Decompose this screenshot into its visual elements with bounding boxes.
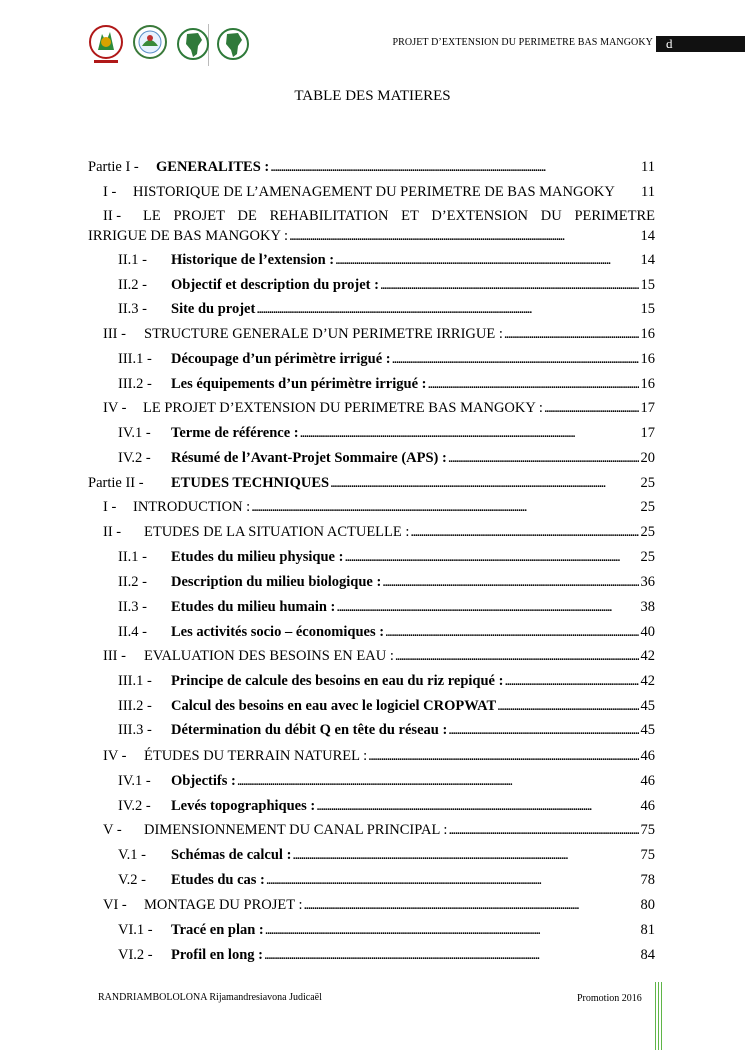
toc-page-number: 40 [640,624,655,640]
toc-entry-line [118,374,655,394]
footer-green-rule [661,982,662,1050]
toc-entry-line [103,820,655,840]
toc-entry-line [118,671,655,691]
footer-green-rule [658,982,659,1050]
toc-entry-line [118,299,655,319]
toc-entry[interactable] [118,299,655,319]
toc-entry-line [118,771,655,791]
toc-page-number: 46 [640,773,655,789]
toc-page-number: 42 [640,673,655,689]
toc-entry-title: Etudes du cas : [171,872,265,888]
toc-entry-title: HISTORIQUE DE L’AMENAGEMENT DU PERIMETRE DE BAS MANGOKY [133,184,615,200]
toc-page-number: 42 [640,648,655,664]
toc-entry-number: II - [103,524,122,540]
toc-entry-number: IV.1 - [118,425,151,441]
toc-entry[interactable] [118,572,655,592]
toc-page-number: 17 [640,400,655,416]
toc-entry-line [118,572,655,592]
toc-page-number: 16 [640,326,655,342]
toc-dot-leader [448,820,638,840]
toc-entry-line [118,547,655,567]
toc-dot-leader [448,448,639,468]
toc-page-number: 15 [640,277,655,293]
toc-entry-line [118,250,655,270]
toc-entry-line [118,349,655,369]
toc-entry-number: III.3 - [118,722,152,738]
toc-page-number: 84 [640,947,655,963]
toc-entry-title: EVALUATION DES BESOINS EN EAU : [144,648,394,664]
toc-entry-title: Objectif et description du projet : [171,277,379,293]
toc-entry-number: V.2 - [118,872,146,888]
toc-entry[interactable] [118,374,655,394]
toc-entry[interactable] [118,870,655,890]
toc-entry[interactable] [118,945,655,965]
footer-author: RANDRIAMBOLOLONA Rijamandresiavona Judicaël [98,992,322,1003]
toc-dot-leader [292,845,638,865]
toc-entry-line [103,324,655,344]
toc-entry[interactable] [118,622,655,642]
toc-dot-leader [256,299,638,319]
toc-entry[interactable] [88,206,655,246]
toc-dot-leader [330,473,638,493]
toc-dot-leader [265,920,639,940]
toc-page-number: 15 [640,301,655,317]
toc-dot-leader [264,945,639,965]
toc-dot-leader [237,771,639,791]
toc-page-number: 11 [641,159,655,175]
toc-entry-number: II.3 - [118,599,147,615]
toc-entry-number: IV.1 - [118,773,151,789]
toc-dot-leader [335,250,638,270]
toc-dot-leader [410,522,638,542]
toc-entry-number: I - [103,184,117,200]
toc-entry-number: VI.2 - [118,947,153,963]
toc-entry-line [118,597,655,617]
toc-dot-leader [427,374,638,394]
toc-page-number: 14 [640,228,655,244]
toc-entry-title: Détermination du débit Q en tête du réseau : [171,722,448,738]
toc-entry-number: III - [103,648,126,664]
toc-entry-line [103,646,655,666]
toc-entry-title: Calcul des besoins en eau avec le logiciel CROPWAT [171,698,497,714]
toc-dot-leader [316,796,638,816]
toc-entry-number: I - [103,499,117,515]
toc-entry-line [118,696,655,716]
toc-entry-line [118,448,655,468]
toc-entry[interactable] [103,746,655,766]
footer-green-rule [655,982,656,1050]
toc-entry-number: V - [103,822,122,838]
toc-entry-line [118,275,655,295]
toc-entry-title: Levés topographiques : [171,798,316,814]
toc-entry-number: III.1 - [118,351,152,367]
toc-entry-line [103,522,655,542]
toc-entry[interactable] [103,820,655,840]
toc-entry[interactable] [103,522,655,542]
toc-dot-leader [289,226,638,246]
toc-entry-title: STRUCTURE GENERALE D’UN PERIMETRE IRRIGUE : [144,326,503,342]
toc-entry-number: II.4 - [118,624,147,640]
toc-entry-number: II.1 - [118,549,147,565]
toc-entry[interactable] [118,597,655,617]
toc-heading: TABLE DES MATIERES [294,88,451,104]
footer-promotion: Promotion 2016 [577,993,642,1004]
toc-page-number: 78 [640,872,655,888]
toc-dot-leader [385,622,638,642]
toc-entry-number: II.1 - [118,252,147,268]
toc-entry-title: GENERALITES : [156,159,270,175]
toc-entry-title: Les activités socio – économiques : [171,624,385,640]
toc-page-number: 46 [640,748,655,764]
toc-entry-number: IV - [103,400,127,416]
toc-entry[interactable] [103,398,655,418]
toc-entry-line [118,720,655,740]
toc-dot-leader [251,497,638,517]
toc-entry[interactable] [88,473,655,493]
toc-page-number: 80 [640,897,655,913]
toc-entry-title: ETUDES TECHNIQUES [171,475,330,491]
toc-entry-line [103,182,655,202]
toc-entry-title: Principe de calcule des besoins en eau du riz repiqué : [171,673,504,689]
toc-entry-line [118,622,655,642]
toc-entry-line [103,746,655,766]
toc-page-number: 25 [640,475,655,491]
toc-entry-title: Tracé en plan : [171,922,264,938]
toc-dot-leader [368,746,638,766]
toc-entry-line [118,920,655,940]
toc-entry-line [118,945,655,965]
toc-entry[interactable] [118,448,655,468]
toc-entry-number: II.2 - [118,574,147,590]
toc-entry-title: Découpage d’un périmètre irrigué : [171,351,391,367]
toc-page-number: 11 [641,184,655,200]
toc-dot-leader [395,646,639,666]
toc-entry-title: ÉTUDES DU TERRAIN NATUREL : [144,748,368,764]
toc-entry-number: III.1 - [118,673,152,689]
toc-entry-number: Partie I - [88,159,139,175]
toc-entry-title: MONTAGE DU PROJET : [144,897,303,913]
toc-entry[interactable] [118,920,655,940]
toc-dot-leader [504,324,639,344]
toc-entry[interactable] [103,497,655,517]
toc-entry-title: Historique de l’extension : [171,252,335,268]
toc-page-number: 25 [640,549,655,565]
toc-entry-line [88,157,655,177]
toc-page-number: 45 [640,722,655,738]
toc-entry-title: Terme de référence : [171,425,299,441]
toc-entry-title-continued: IRRIGUE DE BAS MANGOKY : [88,228,289,244]
toc-page-number: 25 [640,499,655,515]
toc-entry-line [88,226,655,246]
toc-entry-number: VI - [103,897,127,913]
toc-entry-title: Schémas de calcul : [171,847,292,863]
toc-entry-title: INTRODUCTION : [133,499,251,515]
toc-page-number: 17 [640,425,655,441]
toc-entry-line [103,206,655,226]
toc-entry-line [118,796,655,816]
toc-dot-leader [504,671,638,691]
toc-entry-number: II - [103,208,122,224]
toc-entry-number: IV.2 - [118,798,151,814]
toc-entry-title: Description du milieu biologique : [171,574,382,590]
toc-entry-number: III.2 - [118,698,152,714]
toc-entry-line [103,895,655,915]
toc-dot-leader [544,398,639,418]
toc-entry-line [118,870,655,890]
toc-entry-number: II.3 - [118,301,147,317]
toc-entry-number: III - [103,326,126,342]
toc-entry-title: ETUDES DE LA SITUATION ACTUELLE : [144,524,410,540]
toc-entry-number: IV - [103,748,127,764]
toc-entry[interactable] [118,771,655,791]
toc-page-number: 45 [640,698,655,714]
toc-entry-title: Etudes du milieu humain : [171,599,336,615]
toc-entry[interactable] [118,671,655,691]
toc-entry-number: VI.1 - [118,922,153,938]
toc-entry-title: Etudes du milieu physique : [171,549,344,565]
toc-entry[interactable] [118,423,655,443]
toc-entry[interactable] [103,182,655,202]
toc-entry[interactable] [118,720,655,740]
toc-entry-title: Profil en long : [171,947,263,963]
toc-page-number: 36 [640,574,655,590]
toc-dot-leader [336,597,638,617]
toc-page-number: 75 [640,822,655,838]
toc-page-number: 16 [640,376,655,392]
toc-entry-line [118,845,655,865]
toc-dot-leader [270,157,639,177]
toc-page-number: 81 [640,922,655,938]
toc-entry[interactable] [118,250,655,270]
toc-page-number: 16 [640,351,655,367]
toc-page-number: 14 [640,252,655,268]
toc-entry-line [103,497,655,517]
toc-entry-title: LE PROJET D’EXTENSION DU PERIMETRE BAS MANGOKY : [143,400,543,416]
toc-entry[interactable] [103,895,655,915]
toc-dot-leader [266,870,639,890]
toc-entry[interactable] [118,547,655,567]
toc-entry-title: Site du projet [171,301,256,317]
toc-entry[interactable] [88,157,655,177]
toc-dot-leader [448,720,638,740]
toc-entry-title: Résumé de l’Avant-Projet Sommaire (APS) : [171,450,447,466]
toc-entry[interactable] [103,324,655,344]
toc-entry-number: IV.2 - [118,450,151,466]
toc-page-number: 38 [640,599,655,615]
toc-dot-leader [497,696,638,716]
toc-entry-number: III.2 - [118,376,152,392]
toc-entry-line [118,423,655,443]
toc-entry[interactable] [118,845,655,865]
toc-entry-number: Partie II - [88,475,144,491]
toc-entry-title: Les équipements d’un périmètre irrigué : [171,376,427,392]
toc-dot-leader [300,423,639,443]
toc-entry[interactable] [118,349,655,369]
toc-entry-title: LE PROJET DE REHABILITATION ET D’EXTENSION DU PERIMETRE [143,208,655,224]
page-number-tab: d [656,36,745,52]
toc-entry[interactable] [118,275,655,295]
toc-dot-leader [303,895,638,915]
toc-entry[interactable] [103,646,655,666]
toc-entry-title: DIMENSIONNEMENT DU CANAL PRINCIPAL : [144,822,448,838]
toc-entry-line [88,473,655,493]
toc-dot-leader [344,547,638,567]
toc-dot-leader [380,275,639,295]
toc-entry-line [103,398,655,418]
toc-page-number: 46 [640,798,655,814]
toc-entry-number: II.2 - [118,277,147,293]
toc-dot-leader [392,349,639,369]
toc-page-number: 20 [640,450,655,466]
toc-page-number: 25 [640,524,655,540]
header-project-title: PROJET D’EXTENSION DU PERIMETRE BAS MANGOKY [392,37,653,48]
toc-entry[interactable] [118,696,655,716]
toc-entry-number: V.1 - [118,847,146,863]
toc-dot-leader [382,572,638,592]
toc-entry-title: Objectifs : [171,773,236,789]
toc-page-number: 75 [640,847,655,863]
toc-entry[interactable] [118,796,655,816]
